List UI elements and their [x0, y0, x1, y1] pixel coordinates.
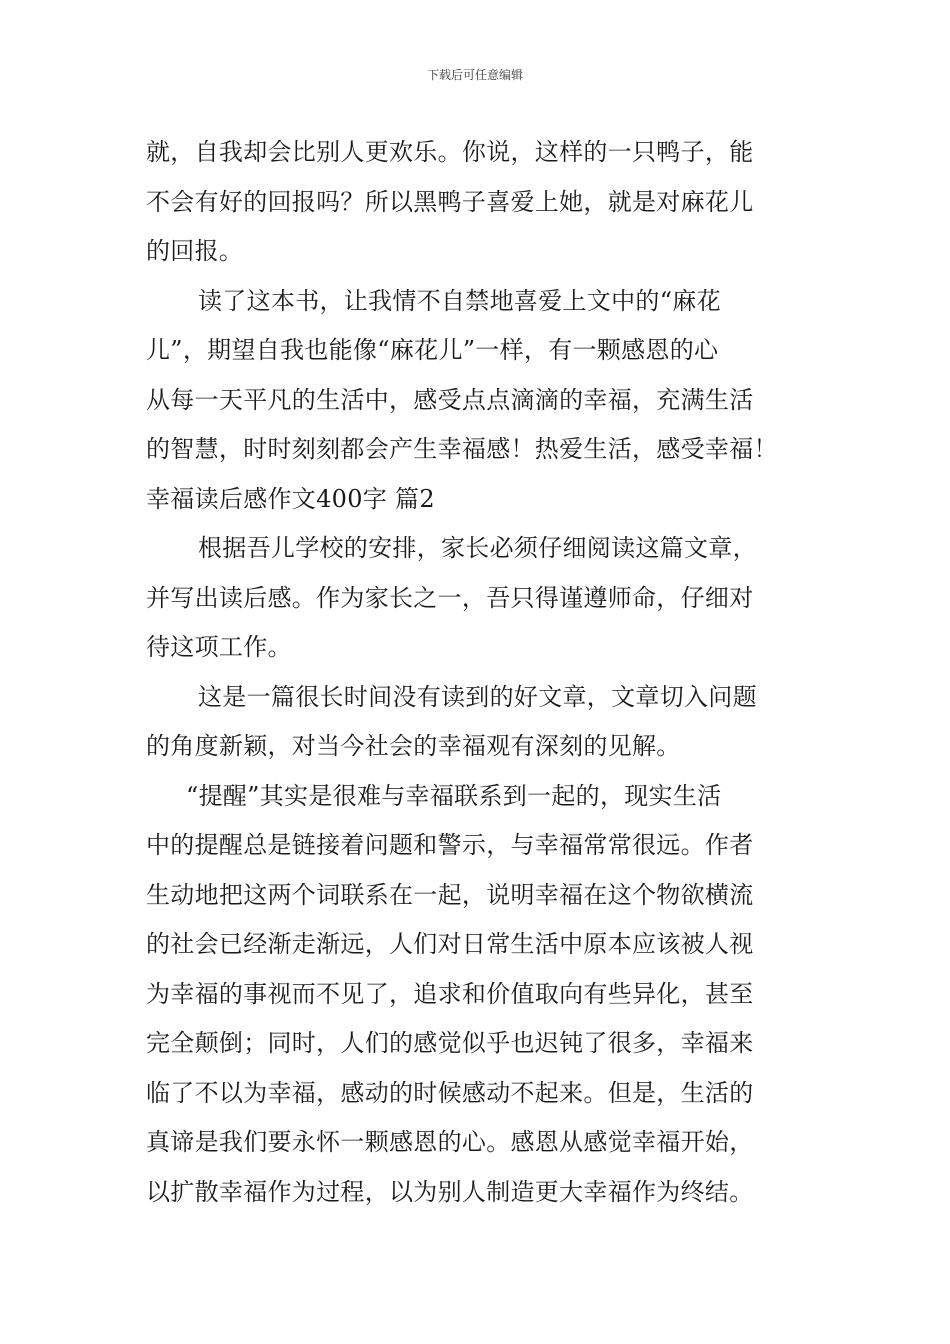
section-heading: 幸福读后感作文400字 篇2 — [146, 484, 435, 513]
text-line: 这是一篇很长时间没有读到的好文章，文章切入问题 — [198, 682, 757, 711]
text-line: 不会有好的回报吗？所以黑鸭子喜爱上她，就是对麻花儿 — [146, 187, 754, 216]
text-line: 就，自我却会比别人更欢乐。你说，这样的一只鸭子，能 — [146, 138, 754, 166]
text-line: 为幸福的事视而不见了，追求和价值取向有些异化，甚至 — [146, 979, 754, 1008]
text-line: 临了不以为幸福，感动的时候感动不起来。但是，生活的 — [146, 1078, 754, 1107]
text-line: 的智慧，时时刻刻都会产生幸福感！热爱生活，感受幸福！ — [146, 435, 778, 463]
text-line: 读了这本书，让我情不自禁地喜爱上文中的“麻花 — [198, 286, 721, 315]
text-line: 生动地把这两个词联系在一起，说明幸福在这个物欲横流 — [146, 880, 754, 909]
text-line: 的回报。 — [146, 237, 244, 265]
text-line: 儿”，期望自我也能像“麻花儿”一样，有一颗感恩的心 — [146, 336, 719, 364]
text-line: 待这项工作。 — [146, 633, 292, 661]
text-line: “提醒”其实是很难与幸福联系到一起的，现实生活 — [186, 781, 722, 810]
text-line: 根据吾儿学校的安排，家长必须仔细阅读这篇文章， — [198, 534, 757, 562]
page-header: 下载后可任意编辑 — [426, 68, 523, 82]
text-line: 以扩散幸福作为过程，以为别人制造更大幸福作为终结。 — [146, 1177, 754, 1206]
text-line: 完全颠倒；同时，人们的感觉似乎也迟钝了很多，幸福来 — [146, 1029, 754, 1057]
text-line: 并写出读后感。作为家长之一，吾只得谨遵师命，仔细对 — [146, 583, 754, 612]
document-body — [146, 128, 811, 1217]
text-line: 从每一天平凡的生活中，感受点点滴滴的幸福，充满生活 — [146, 385, 754, 414]
text-line: 的社会已经渐走渐远，人们对日常生活中原本应该被人视 — [146, 930, 754, 958]
text-line: 中的提醒总是链接着问题和警示，与幸福常常很远。作者 — [146, 831, 754, 859]
text-line: 的角度新颖，对当今社会的幸福观有深刻的见解。 — [146, 732, 681, 760]
text-line: 真谛是我们要永怀一颗感恩的心。感恩从感觉幸福开始， — [146, 1128, 754, 1156]
